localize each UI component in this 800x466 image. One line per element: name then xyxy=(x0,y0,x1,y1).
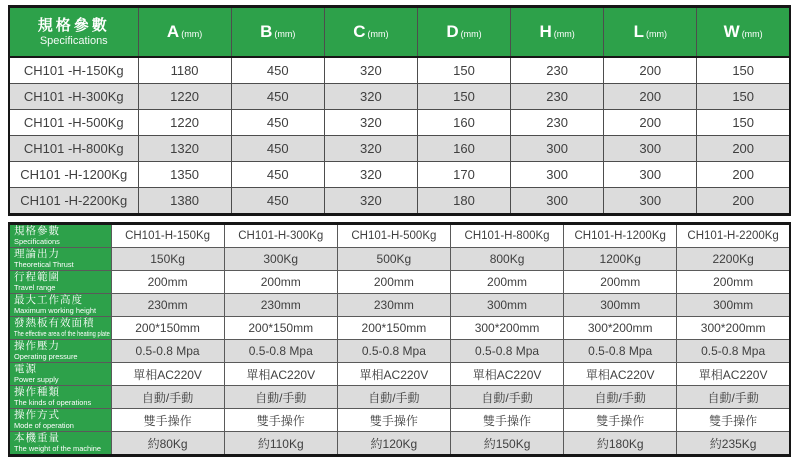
dimension-value-cell: 300 xyxy=(511,162,604,188)
spec-row-label xyxy=(9,294,111,317)
spec-label-en: Maximum working height xyxy=(14,306,97,315)
spec-value-cell: 自動/手動 xyxy=(450,386,563,409)
dimension-value-cell: 300 xyxy=(511,188,604,215)
dimension-letter: L xyxy=(633,22,644,41)
spec-value-cell: 200mm xyxy=(450,271,563,294)
spec-title-zh: 規格參數 xyxy=(37,16,110,34)
dimension-value-cell: 200 xyxy=(604,57,697,84)
dimension-column-header xyxy=(604,7,697,58)
spec-label-zh: 行程範圍 xyxy=(14,271,60,283)
model-column-header: CH101-H-500Kg xyxy=(337,224,450,248)
spec-value-cell: 雙手操作 xyxy=(337,409,450,432)
spec-title-en: Specifications xyxy=(14,237,60,246)
dimension-value-cell: 230 xyxy=(511,57,604,84)
dimension-value-cell: 320 xyxy=(324,188,417,215)
spec-value-cell: 200*150mm xyxy=(337,317,450,340)
model-name-cell: CH101 -H-150Kg xyxy=(9,57,138,84)
spec-value-cell: 單相AC220V xyxy=(564,363,677,386)
dimension-unit: (mm) xyxy=(367,29,389,39)
dimension-value-cell: 160 xyxy=(417,110,510,136)
model-name-cell: CH101 -H-300Kg xyxy=(9,84,138,110)
spec-row-label xyxy=(9,248,111,271)
spec-value-cell: 0.5-0.8 Mpa xyxy=(224,340,337,363)
dimension-value-cell: 450 xyxy=(231,188,324,215)
spec-row xyxy=(9,409,790,432)
dimension-value-cell: 230 xyxy=(511,84,604,110)
model-name-cell: CH101 -H-500Kg xyxy=(9,110,138,136)
spec-value-cell: 300mm xyxy=(564,294,677,317)
spec-value-cell: 1200Kg xyxy=(564,248,677,271)
spec-value-cell: 300Kg xyxy=(224,248,337,271)
dimension-value-cell: 200 xyxy=(697,162,790,188)
spec-row-label xyxy=(9,432,111,456)
spec-value-cell: 單相AC220V xyxy=(224,363,337,386)
dimensions-row xyxy=(9,57,790,84)
spec-value-cell: 200mm xyxy=(677,271,790,294)
dimension-value-cell: 300 xyxy=(604,188,697,215)
spec-value-cell: 0.5-0.8 Mpa xyxy=(564,340,677,363)
dimension-value-cell: 450 xyxy=(231,136,324,162)
spec-value-cell: 300*200mm xyxy=(450,317,563,340)
dimension-value-cell: 150 xyxy=(417,84,510,110)
spec-value-cell: 自動/手動 xyxy=(564,386,677,409)
dimension-value-cell: 1350 xyxy=(138,162,231,188)
dimension-unit: (mm) xyxy=(274,29,296,39)
spec-value-cell: 800Kg xyxy=(450,248,563,271)
dimensions-header-row xyxy=(9,7,790,58)
dimension-column-header xyxy=(697,7,790,58)
dimensions-row xyxy=(9,162,790,188)
spec-value-cell: 200*150mm xyxy=(111,317,224,340)
dimension-column-header xyxy=(511,7,604,58)
dimension-value-cell: 200 xyxy=(697,188,790,215)
spec-value-cell: 0.5-0.8 Mpa xyxy=(111,340,224,363)
dimension-value-cell: 320 xyxy=(324,57,417,84)
model-column-header: CH101-H-300Kg xyxy=(224,224,337,248)
spec-label-en: The kinds of operations xyxy=(14,398,92,407)
spec-label-zh: 最大工作高度 xyxy=(14,294,83,306)
spec-value-cell: 200mm xyxy=(224,271,337,294)
dimension-value-cell: 450 xyxy=(231,110,324,136)
spec-value-cell: 230mm xyxy=(111,294,224,317)
spec-value-cell: 300mm xyxy=(450,294,563,317)
dimension-unit: (mm) xyxy=(741,29,763,39)
dimensions-row xyxy=(9,136,790,162)
spec-value-cell: 雙手操作 xyxy=(564,409,677,432)
spec-value-cell: 單相AC220V xyxy=(111,363,224,386)
dimension-value-cell: 320 xyxy=(324,136,417,162)
spec-row xyxy=(9,340,790,363)
dimension-value-cell: 450 xyxy=(231,57,324,84)
spec-row xyxy=(9,432,790,456)
spec-row-label xyxy=(9,409,111,432)
spec-value-cell: 雙手操作 xyxy=(450,409,563,432)
spec-label-en: The weight of the machine xyxy=(14,444,102,453)
spec-label-zh: 本機重量 xyxy=(14,432,60,444)
spec-value-cell: 約80Kg xyxy=(111,432,224,456)
dimension-value-cell: 300 xyxy=(511,136,604,162)
spec-label-zh: 操作壓力 xyxy=(14,340,60,352)
spec-row xyxy=(9,271,790,294)
spec-value-cell: 自動/手動 xyxy=(111,386,224,409)
spec-value-cell: 自動/手動 xyxy=(337,386,450,409)
dimension-letter: D xyxy=(446,22,459,41)
dimensions-row xyxy=(9,188,790,215)
spec-value-cell: 150Kg xyxy=(111,248,224,271)
spec-title-en: Specifications xyxy=(39,34,108,47)
spec-label-en: Theoretical Thrust xyxy=(14,260,74,269)
spec-value-cell: 自動/手動 xyxy=(224,386,337,409)
dimension-letter: A xyxy=(166,22,180,41)
spec-header-cell xyxy=(9,224,111,248)
spec-label-zh: 操作種類 xyxy=(14,386,60,398)
spec-row-label xyxy=(9,317,111,340)
spec-label-zh: 電源 xyxy=(14,363,37,375)
spec-row xyxy=(9,248,790,271)
spec-value-cell: 200mm xyxy=(337,271,450,294)
spec-row xyxy=(9,317,790,340)
dimension-value-cell: 150 xyxy=(697,110,790,136)
spec-row xyxy=(9,294,790,317)
spec-value-cell: 2200Kg xyxy=(677,248,790,271)
dimension-value-cell: 300 xyxy=(604,162,697,188)
dimension-unit: (mm) xyxy=(645,29,667,39)
spec-value-cell: 雙手操作 xyxy=(677,409,790,432)
dimension-value-cell: 320 xyxy=(324,162,417,188)
dimension-letter: H xyxy=(539,22,552,41)
spec-label-en: Mode of operation xyxy=(14,421,74,430)
dimension-value-cell: 1220 xyxy=(138,110,231,136)
model-name-cell: CH101 -H-800Kg xyxy=(9,136,138,162)
spec-row xyxy=(9,386,790,409)
spec-header-cell xyxy=(9,7,138,58)
dimension-value-cell: 1180 xyxy=(138,57,231,84)
dimension-column-header xyxy=(324,7,417,58)
dimension-column-header xyxy=(231,7,324,58)
dimension-value-cell: 160 xyxy=(417,136,510,162)
spec-row-label xyxy=(9,386,111,409)
spec-value-cell: 單相AC220V xyxy=(337,363,450,386)
dimension-column-header xyxy=(138,7,231,58)
spec-value-cell: 300*200mm xyxy=(677,317,790,340)
spec-value-cell: 200mm xyxy=(111,271,224,294)
dimension-value-cell: 170 xyxy=(417,162,510,188)
dimensions-table xyxy=(8,5,791,216)
spec-value-cell: 300mm xyxy=(677,294,790,317)
spec-value-cell: 0.5-0.8 Mpa xyxy=(450,340,563,363)
spec-value-cell: 0.5-0.8 Mpa xyxy=(337,340,450,363)
spec-title-zh: 規格參數 xyxy=(14,225,60,237)
spec-value-cell: 單相AC220V xyxy=(677,363,790,386)
dimension-value-cell: 150 xyxy=(697,57,790,84)
dimension-unit: (mm) xyxy=(553,29,575,39)
spec-value-cell: 300*200mm xyxy=(564,317,677,340)
dimension-value-cell: 1380 xyxy=(138,188,231,215)
dimension-unit: (mm) xyxy=(181,29,203,39)
spec-row-label xyxy=(9,363,111,386)
spec-value-cell: 500Kg xyxy=(337,248,450,271)
model-column-header: CH101-H-800Kg xyxy=(450,224,563,248)
spec-value-cell: 約180Kg xyxy=(564,432,677,456)
dimension-letter: C xyxy=(353,22,366,41)
model-name-cell: CH101 -H-1200Kg xyxy=(9,162,138,188)
spec-row xyxy=(9,363,790,386)
dimension-letter: B xyxy=(260,22,273,41)
dimension-value-cell: 450 xyxy=(231,162,324,188)
dimension-value-cell: 200 xyxy=(604,84,697,110)
spec-label-zh: 操作方式 xyxy=(14,409,60,421)
spec-label-en: Operating pressure xyxy=(14,352,78,361)
model-column-header: CH101-H-2200Kg xyxy=(677,224,790,248)
model-column-header: CH101-H-150Kg xyxy=(111,224,224,248)
spec-row-label xyxy=(9,271,111,294)
spec-value-cell: 約120Kg xyxy=(337,432,450,456)
dimension-value-cell: 150 xyxy=(417,57,510,84)
spec-value-cell: 約150Kg xyxy=(450,432,563,456)
spec-value-cell: 230mm xyxy=(224,294,337,317)
dimension-value-cell: 230 xyxy=(511,110,604,136)
spec-value-cell: 0.5-0.8 Mpa xyxy=(677,340,790,363)
model-column-header: CH101-H-1200Kg xyxy=(564,224,677,248)
dimension-value-cell: 1220 xyxy=(138,84,231,110)
spec-label-zh: 發熱板有效面積 xyxy=(14,317,95,329)
dimension-value-cell: 300 xyxy=(604,136,697,162)
spec-row-label xyxy=(9,340,111,363)
spec-models-header-row xyxy=(9,224,790,248)
dimension-letter: W xyxy=(723,22,740,41)
spec-value-cell: 自動/手動 xyxy=(677,386,790,409)
dimension-value-cell: 200 xyxy=(604,110,697,136)
specifications-table xyxy=(8,222,791,457)
model-name-cell: CH101 -H-2200Kg xyxy=(9,188,138,215)
dimension-value-cell: 320 xyxy=(324,84,417,110)
spec-value-cell: 約235Kg xyxy=(677,432,790,456)
dimension-value-cell: 150 xyxy=(697,84,790,110)
spec-label-en: Travel range xyxy=(14,283,56,292)
dimensions-row xyxy=(9,110,790,136)
spec-label-en: The effective area of the heating plate xyxy=(14,329,110,338)
spec-value-cell: 200*150mm xyxy=(224,317,337,340)
dimension-value-cell: 180 xyxy=(417,188,510,215)
dimension-column-header xyxy=(417,7,510,58)
spec-value-cell: 200mm xyxy=(564,271,677,294)
spec-value-cell: 230mm xyxy=(337,294,450,317)
spec-label-zh: 理論出力 xyxy=(14,248,60,260)
spec-label-en: Power supply xyxy=(14,375,59,384)
dimension-value-cell: 200 xyxy=(697,136,790,162)
dimension-value-cell: 1320 xyxy=(138,136,231,162)
spec-value-cell: 單相AC220V xyxy=(450,363,563,386)
dimension-value-cell: 450 xyxy=(231,84,324,110)
dimension-unit: (mm) xyxy=(460,29,482,39)
spec-value-cell: 約110Kg xyxy=(224,432,337,456)
spec-value-cell: 雙手操作 xyxy=(224,409,337,432)
spec-value-cell: 雙手操作 xyxy=(111,409,224,432)
dimensions-row xyxy=(9,84,790,110)
dimension-value-cell: 320 xyxy=(324,110,417,136)
